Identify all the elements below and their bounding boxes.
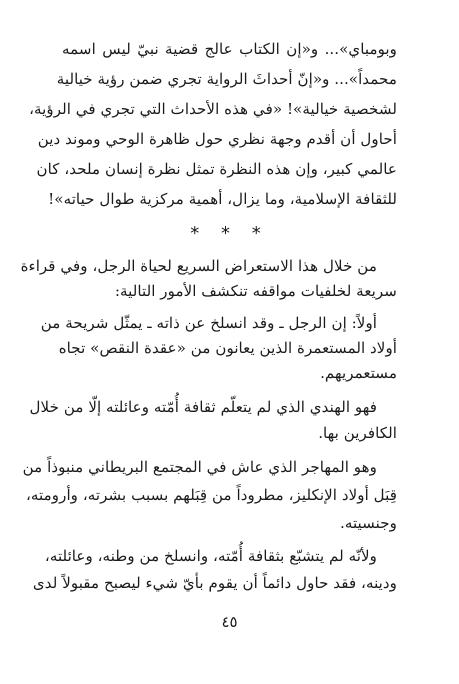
text-line: مستعمريهم. xyxy=(320,364,397,382)
text-line: لشخصية خيالية»! «في هذه الأحداث التي تجري في الرؤية، xyxy=(29,100,397,118)
text-line: وبومباي»... و«إن الكتاب عالج قضية نبيّ ليس اسمه xyxy=(62,40,397,58)
text-line: وجنسيته. xyxy=(340,514,397,532)
section-separator: * * * xyxy=(190,223,269,244)
text-line: من خلال هذا الاستعراض السريع لحياة الرجل، وفي قراءة xyxy=(20,257,377,275)
text-line: أولاد المستعمرة الذين يعانون من «عقدة النقص» تجاه xyxy=(58,339,397,357)
text-line: ودينه، فقد حاول دائماً أن يقوم بأيّ شيء ليصبح مقبولاً لدى xyxy=(32,574,397,592)
text-line: قِبَل أولاد الإنكليز، مطروداً من قِبَلهم بسبب بشرته، وأرومته، xyxy=(26,486,397,504)
text-line: عالمي كبير، وإن هذه النظرة تمثل نظرة إنسان ملحد، كان xyxy=(36,160,397,178)
text-line: فهو الهندي الذي لم يتعلّم ثقافة أُمّته وعائلته إلّا من خلال xyxy=(29,398,377,416)
text-line: الكافرين بها. xyxy=(318,424,397,442)
text-line: وهو المهاجر الذي عاش في المجتمع البريطاني منبوذاً من xyxy=(22,458,377,476)
text-line: سريعة لخلفيات مواقفه تنكشف الأمور التالية: xyxy=(114,282,397,300)
page-number: ٤٥ xyxy=(221,613,238,631)
text-line: للثقافة الإسلامية، وما يزال، أهمية مركزية طوال حياته»! xyxy=(48,190,397,208)
text-line: محمداً»... و«إنّ أحداثَ الرواية تجري ضمن رؤية خيالية xyxy=(56,70,397,88)
text-line: أحاول أن أقدم وجهة نظري حول ظاهرة الوحي وموند دين xyxy=(37,130,397,148)
text-line: ولأنّه لم يتشبّع بثقافة أُمّته، وانسلخ من وطنه، وعائلته، xyxy=(44,547,377,565)
text-line: أولاً: إن الرجل ـ وقد انسلخ عن ذاته ـ يمثّل شريحة من xyxy=(40,314,377,332)
